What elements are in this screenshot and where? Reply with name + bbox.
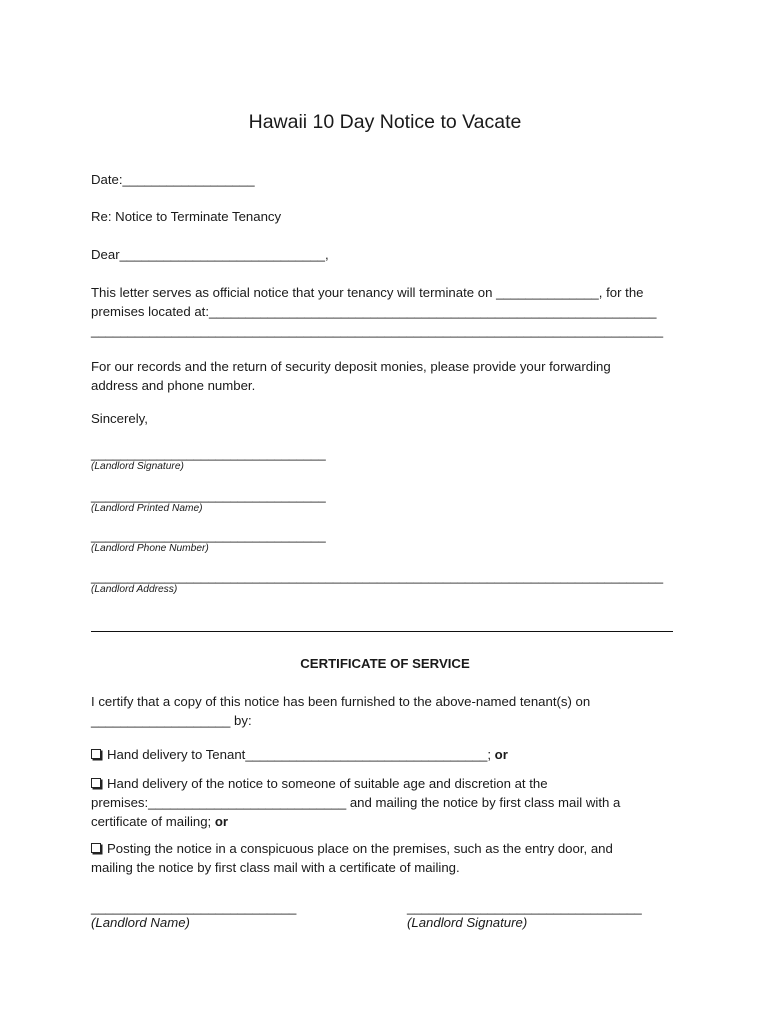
option-hand-delivery-tenant xyxy=(91,745,508,764)
certificate-landlord-signature-label: (Landlord Signature) xyxy=(407,915,528,930)
records-paragraph-line-2: address and phone number. xyxy=(91,378,256,393)
option-2-line-1: Hand delivery of the notice to someone of suitable age and discretion at the xyxy=(107,776,548,791)
option-3-line-2: mailing the notice by first class mail with a certificate of mailing. xyxy=(91,860,460,875)
option-posting-line-1 xyxy=(91,839,613,858)
option-2-or: or xyxy=(214,814,229,829)
landlord-address-line: ______________________________________________________________________________ xyxy=(91,569,664,584)
option-2-line-3-wrap xyxy=(91,812,228,831)
landlord-phone-label: (Landlord Phone Number) xyxy=(91,543,209,554)
certificate-landlord-signature-line: ________________________________ xyxy=(407,900,642,915)
landlord-address-label: (Landlord Address) xyxy=(91,584,178,595)
checkbox-icon xyxy=(91,749,101,759)
option-1-or: or xyxy=(494,747,508,762)
certificate-intro-line-1: I certify that a copy of this notice has been furnished to the above-named tenant(s) on xyxy=(91,694,591,709)
option-3-line-1: Posting the notice in a conspicuous place on the premises, such as the entry door, and xyxy=(107,841,613,856)
certificate-intro-line-2: ___________________ by: xyxy=(91,713,252,728)
option-2-line-3: certificate of mailing; xyxy=(91,814,215,829)
landlord-signature-line: ________________________________ xyxy=(91,446,326,461)
landlord-signature-label: (Landlord Signature) xyxy=(91,461,184,472)
document-title: Hawaii 10 Day Notice to Vacate xyxy=(248,111,522,133)
date-field: Date:__________________ xyxy=(91,172,255,187)
premises-line: premises located at:_____________________________________________________________ xyxy=(91,304,657,319)
landlord-printed-name-line: ________________________________ xyxy=(91,488,326,503)
option-2-line-2: premises:___________________________ and mailing the notice by first class mail with a xyxy=(91,795,621,810)
section-divider xyxy=(91,631,673,632)
records-paragraph-line-1: For our records and the return of security deposit monies, please provide your forwarding xyxy=(91,359,611,374)
certificate-heading: CERTIFICATE OF SERVICE xyxy=(300,656,470,671)
certificate-landlord-name-label: (Landlord Name) xyxy=(91,915,190,930)
closing: Sincerely, xyxy=(91,411,148,426)
termination-line-1: This letter serves as official notice that your tenancy will terminate on ______________, for the xyxy=(91,285,644,300)
option-1-text: Hand delivery to Tenant_________________________________; xyxy=(107,747,495,762)
option-hand-delivery-other-line-1 xyxy=(91,774,548,793)
certificate-landlord-name-line: ____________________________ xyxy=(91,900,297,915)
re-line: Re: Notice to Terminate Tenancy xyxy=(91,209,282,224)
landlord-phone-line: ________________________________ xyxy=(91,528,326,543)
checkbox-icon xyxy=(91,778,101,788)
checkbox-icon xyxy=(91,843,101,853)
salutation-line: Dear____________________________, xyxy=(91,247,329,262)
landlord-printed-name-label: (Landlord Printed Name) xyxy=(91,503,203,514)
premises-line-continued: ______________________________________________________________________________ xyxy=(91,323,664,338)
